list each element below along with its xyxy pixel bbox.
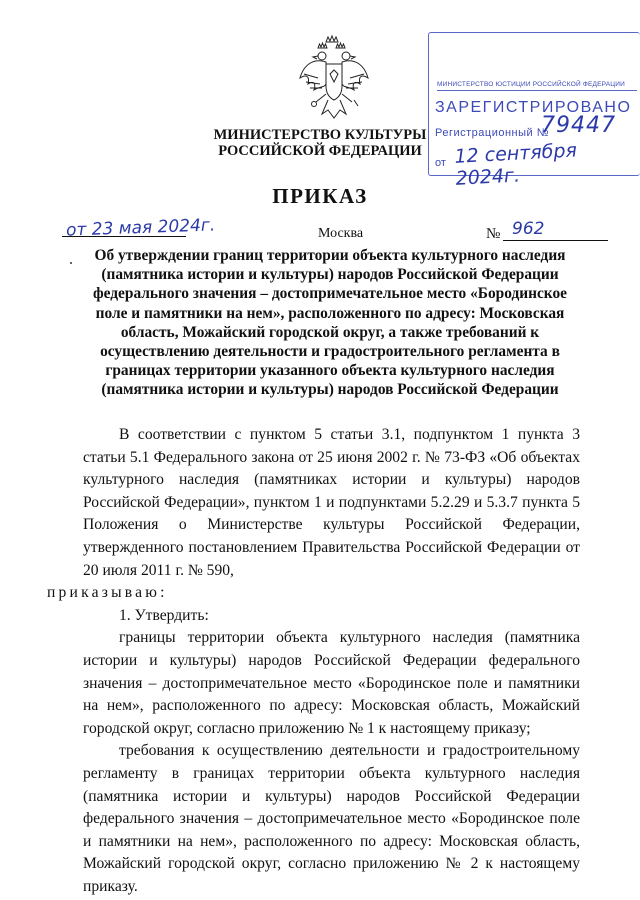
number-underline [503, 240, 608, 241]
order-word: приказываю: [47, 584, 168, 602]
stamp-reg-label: Регистрационный № [435, 127, 550, 139]
boundaries-paragraph: границы территории объекта культурного наследия (памятника истории и культуры) народов Российской Федерации федерального значения – достопримечательное место «Бородинское поле и памятники на нем», расположенного по адресу: Московская область, Можайский городской округ, согласно приложению № 1 к настоящему приказу; [83, 629, 580, 737]
order-body [47, 424, 580, 898]
intro-text: В соответствии с пунктом 5 статьи 3.1, подпунктом 1 пункта 3 статьи 5.1 Федерального закона от 25 июня 2002 г. № 73-ФЗ «Об объектах культурного наследия (памятниках истории и культуры) народов Российской Федерации», пунктом 1 и подпунктами 5.2.29 и 5.3.7 пункта 5 Положения о Министерстве культуры Российской Федерации, утвержденного постановлением Правительства Российской Федерации от 20 июля 2011 г. № 590, [83, 426, 580, 579]
item-1: 1. Утвердить: [119, 606, 209, 624]
margin-dot [70, 262, 72, 264]
requirements-paragraph: требования к осуществлению деятельности и градостроительному регламенту в границах территории объекта культурного наследия (памятника истории и культуры) народов Российской Федерации федерального значения – достопримечательное место «Бородинское поле и памятники на нем», расположенного по адресу: Московская область, Можайский городской округ, согласно приложению № 2 к настоящему приказу. [83, 742, 580, 895]
date-underline [62, 236, 186, 237]
registration-stamp [428, 32, 640, 190]
coat-of-arms-icon [296, 34, 372, 124]
order-subject: Об утверждении границ территории объекта культурного наследия (памятника истории и культуры) народов Российской Федерации федерального значения – достопримечательное место «Бородинское поле и памятники на нем», расположенного по адресу: Московская область, Можайский городской округ, а также требований к осуществлению деятельности и градостроительного регламента в границах территории указанного объекта культурного наследия (памятника истории и культуры) народов Российской Федерации [93, 247, 567, 399]
order-number: 962 [512, 219, 545, 239]
order-city: Москва [318, 226, 364, 241]
order-number-label: № [486, 226, 501, 242]
ministry-name [200, 127, 440, 159]
ministry-line-1: МИНИСТЕРСТВО КУЛЬТУРЫ [213, 127, 427, 143]
ministry-line-2: РОССИЙСКОЙ ФЕДЕРАЦИИ [218, 143, 422, 159]
order-date: от 23 мая 2024г. [65, 215, 216, 241]
stamp-reg-date: 12 сентября 2024г. [453, 139, 578, 190]
stamp-reg-number: 79447 [541, 113, 616, 138]
intro-paragraph [47, 424, 580, 605]
stamp-header: МИНИСТЕРСТВО ЮСТИЦИИ РОССИЙСКОЙ ФЕДЕРАЦИИ [437, 81, 637, 88]
document-title: ПРИКАЗ [272, 184, 368, 208]
stamp-date-prefix: от [435, 157, 446, 169]
stamp-registered: ЗАРЕГИСТРИРОВАНО [435, 99, 632, 116]
